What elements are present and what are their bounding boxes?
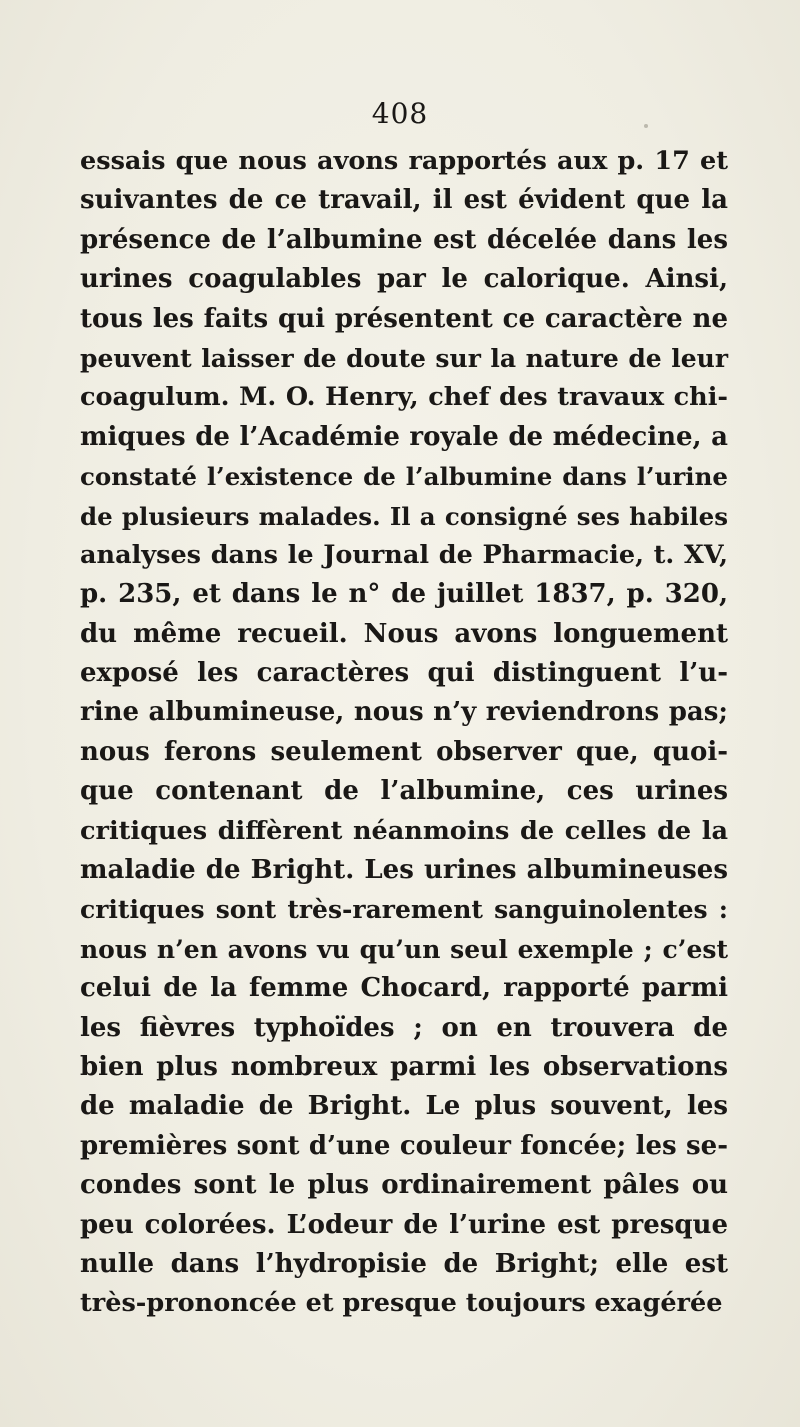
text-line: p. 235, et dans le n° de juillet 1837, p. 320, — [80, 579, 728, 610]
text-line: exposé les caractères qui distinguent l’u- — [80, 658, 728, 689]
text-line: analyses dans le Journal de Pharmacie, t. XV, — [80, 539, 728, 570]
text-line: coagulum. M. O. Henry, chef des travaux chi- — [80, 382, 728, 413]
text-line: très-prononcée et presque toujours exagérée — [80, 1288, 723, 1319]
text-line: constaté l’existence de l’albumine dans l’urine — [80, 462, 728, 492]
text-line: urines coagulables par le calorique. Ainsi, — [80, 264, 728, 295]
page-number: 408 — [371, 97, 429, 130]
text-line: nulle dans l’hydropisie de Bright; elle est — [80, 1248, 728, 1279]
text-line: critiques diffèrent néanmoins de celles de la — [80, 815, 728, 846]
text-line: miques de l’Académie royale de médecine, a — [80, 421, 728, 452]
text-line: bien plus nombreux parmi les observations — [80, 1051, 728, 1082]
text-line: celui de la femme Chocard, rapporté parmi — [80, 973, 728, 1004]
text-line: peuvent laisser de doute sur la nature de leur — [80, 343, 728, 373]
text-line: de plusieurs malades. Il a consigné ses habiles — [80, 501, 728, 531]
text-line: du même recueil. Nous avons longuement — [80, 618, 728, 649]
text-line: nous n’en avons vu qu’un seul exemple ; c’est — [80, 934, 728, 964]
text-line: maladie de Bright. Les urines albumineuses — [80, 855, 728, 886]
text-line: peu colorées. L’odeur de l’urine est presque — [80, 1209, 728, 1240]
text-line: suivantes de ce travail, il est évident que la — [80, 185, 728, 216]
text-line: que contenant de l’albumine, ces urines — [80, 776, 728, 807]
text-line: présence de l’albumine est décelée dans les — [80, 224, 728, 255]
text-line: rine albumineuse, nous n’y reviendrons pas; — [80, 697, 728, 728]
text-line: premières sont d’une couleur foncée; les se- — [80, 1130, 728, 1161]
text-line: nous ferons seulement observer que, quoi- — [80, 736, 728, 767]
text-line: condes sont le plus ordinairement pâles ou — [80, 1170, 728, 1201]
body-text — [80, 142, 728, 1324]
text-line: essais que nous avons rapportés aux p. 17 et — [80, 146, 728, 176]
text-line: critiques sont très-rarement sanguinolentes : — [80, 895, 728, 925]
text-line: de maladie de Bright. Le plus souvent, les — [80, 1091, 728, 1122]
text-line: tous les faits qui présentent ce caractère ne — [80, 303, 728, 334]
text-line: les fièvres typhoïdes ; on en trouvera de — [80, 1012, 728, 1043]
